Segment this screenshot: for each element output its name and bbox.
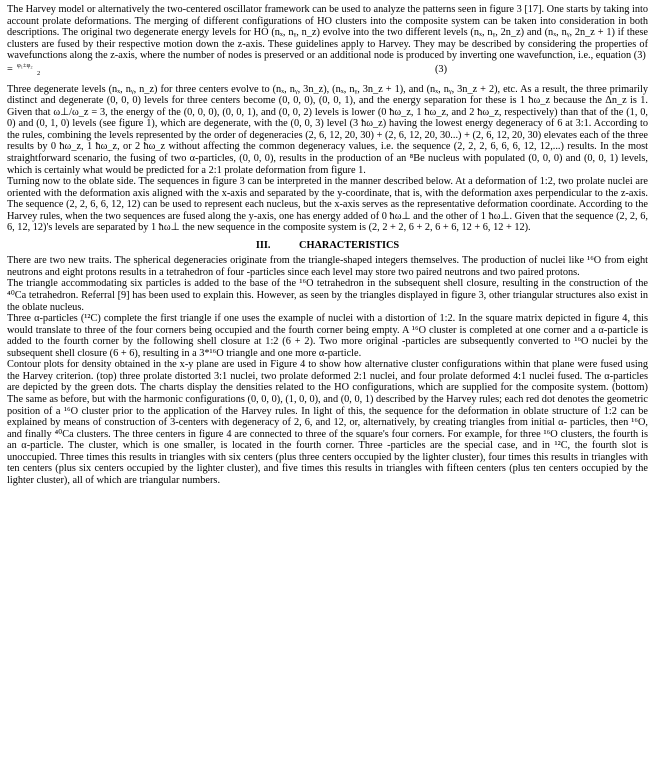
equation-numerator: φ₁±φ₂	[17, 61, 33, 69]
paper-page	[7, 4, 648, 486]
section-title: CHARACTERISTICS	[299, 239, 400, 251]
paragraph-new-traits: There are two new traits. The spherical degeneracies originate from the triangle-shaped integers themselves. The production of nuclei like ¹⁶O from eight neutrons and eight protons results in a tetrahedron of four -particles since each level may store two paired neutrons and two paired protons.	[7, 255, 648, 278]
section-numeral: III.	[255, 239, 271, 251]
paragraph-triangle-six-particles: The triangle accommodating six particles is added to the base of the ¹⁶O tetrahedron in the subsequent shell closure, resulting in the construction of the ⁴⁰Ca tetrahedron. Referral [9] has been used to explain this. However, as seen by the triangles displayed in figure 3, other triangular structures also exist in the oblate nucleus.	[7, 278, 648, 313]
paragraph-oblate-side: Turning now to the oblate side. The sequences in figure 3 can be interpreted in the manner described below. At a deformation of 1:2, two prolate nuclei are oriented with the deformation axis aligned with the x-axis and separated by the y-coordinate, that is, with the deformation axes perpendicular to the z-axis. The sequence (2, 2, 6, 6, 12, 12) can be used to represent each nucleus, but the x-axis serves as the representative deformation coordinate. According to the Harvey rules, when the two sequences are fused along the y-axis, one has energy added of 0 ħω⊥ and the other of 1 ħω⊥. Given that the sequence (2, 2, 6, 6, 12, 12)'s levels are separated by 1 ħω⊥ the new sequence in the composite system is (2, 2 + 2, 6 + 2, 6 + 6, 12 + 6, 12 + 12).	[7, 176, 648, 234]
paragraph-three-degenerate-levels: Three degenerate levels (nₓ, nᵧ, n_z) for three centers evolve to (nₓ, nᵧ, 3n_z), (nₓ, nᵧ, 3n_z + 1), and (nₓ, nᵧ, 3n_z + 2), etc. As a result, the three primarily distinct and degenerate (0, 0, 0) levels for three centers become (0, 0, 0), (0, 0, 1), and the energy separation for these is 1 ħω_z because the Δn_z is 1. Given that ω⊥/ω_z = 3, the energy of the (0, 0, 0), (0, 0, 1), and (0, 0, 2) levels is lower (0 ħω_z, 1 ħω_z, and 2 ħω_z, respectively) than that of the (1, 0, 0) and (0, 1, 0) levels (see figure 1), which are degenerate, with the (0, 0, 3) level (3 ħω_z) having the lowest energy degeneracy of 6 at 3:1. According to the rules, combining the levels represented by the order of degeneracies (2, 6, 12, 20, 30) + (2, 6, 12, 20, 30...) + (2, 6, 12, 20, 30) elevates each of the three results by 0 ħω_z, 1 ħω_z, or 2 ħω_z without affecting the common degeneracy values, i.e. the sequence (2, 2, 2, 6, 6, 6, 12, 12,...) results. In the most straightforward scenario, the fusing of two α-particles, (0, 0, 0), results in the production of an ⁸Be nucleus with populated (0, 0, 0) and (0, 0, 1) levels, which is certainly what would be predicted for a 2:1 prolate deformation from figure 1.	[7, 83, 648, 176]
paragraph-contour-plots: Contour plots for density obtained in the x-y plane are used in Figure 4 to show how alternative cluster configurations within that plane were fused using the Harvey criterion. (top) three prolate distorted 3:1 nuclei, two prolate deformed 2:1 nuclei, and four prolate deformed 4:1 nuclei fused. The α-particles are depicted by the green dots. The charts display the densities related to the HO configurations, which are supplied for the composite system. (bottom) The same as before, but with the harmonic configurations (0, 0, 0), (1, 0, 0), and (0, 0, 1) described by the Harvey rules; each red dot denotes the geometric position of a ¹⁶O cluster prior to the application of the Harvey rules. In light of this, the sequence for the deformation in oblate structure of 1:2 can be explained by means of construction of 3-centers with degeneracy of 2, 6, and 12, or, alternatively, by creating triangles from initial α- particles, then ¹⁶O, and finally ⁴⁰Ca clusters. The three centers in figure 4 are connected to three of the square's four corners. For example, for three ¹⁶O clusters, the fourth is an α-particle. The cluster, which is one smaller, is located in the fourth corner. Three -particles are the special case, and in ¹²C, the fourth slot is unoccupied. Three times this results in triangles with six centers (plus three centers occupied by the lighter cluster), four times this results in triangles with ten centers (plus six centers occupied by the lighter cluster), and five times this results in triangles with fifteen centers (plus ten centers occupied by the lighter cluster), all of which are triangular numbers.	[7, 359, 648, 486]
equation-denominator: 2	[37, 69, 41, 77]
equation-number: (3)	[435, 63, 448, 75]
equation-equals-sign: =	[7, 63, 13, 75]
paragraph-three-alpha-particles: Three α-particles (¹²C) complete the first triangle if one uses the example of nuclei with a distortion of 1:2. In the square matrix depicted in figure 4, this would translate to three of the four corners being occupied and the fourth corner being empty. A ¹⁶O cluster is completed at one corner and a α-particle is added to the fourth corner by the following shell closure at 1:2 (6 + 2). Two more original -particles are subsequently converted to ¹⁶O nuclei by the subsequent shell closure (6 + 6), resulting in a 3*¹⁶O triangle and one more α-particle.	[7, 313, 648, 359]
paragraph-harvey-model: The Harvey model or alternatively the two-centered oscillator framework can be used to analyze the patterns seen in figure 3 [17]. One starts by taking into account prolate deformations. The merging of different configurations of HO clusters into the composite system can be taken into consideration in both descriptions. The original two degenerate energy levels for HO (nₓ, nᵧ, n_z) evolve into the two different levels (nₓ, nᵧ, 2n_z) and (nₓ, nᵧ, 2n_z + 1) if these clusters are fused by their respective motion down the z-axis. These guidelines apply to Harvey. They may be described by considering the properties of wavefunctions along the z-axis, where the number of nodes is preserved or an additional node is produced by inverting one wavefunction, i.e., equation (3)	[7, 4, 648, 62]
section-heading	[7, 240, 648, 252]
equation-3	[7, 62, 648, 84]
